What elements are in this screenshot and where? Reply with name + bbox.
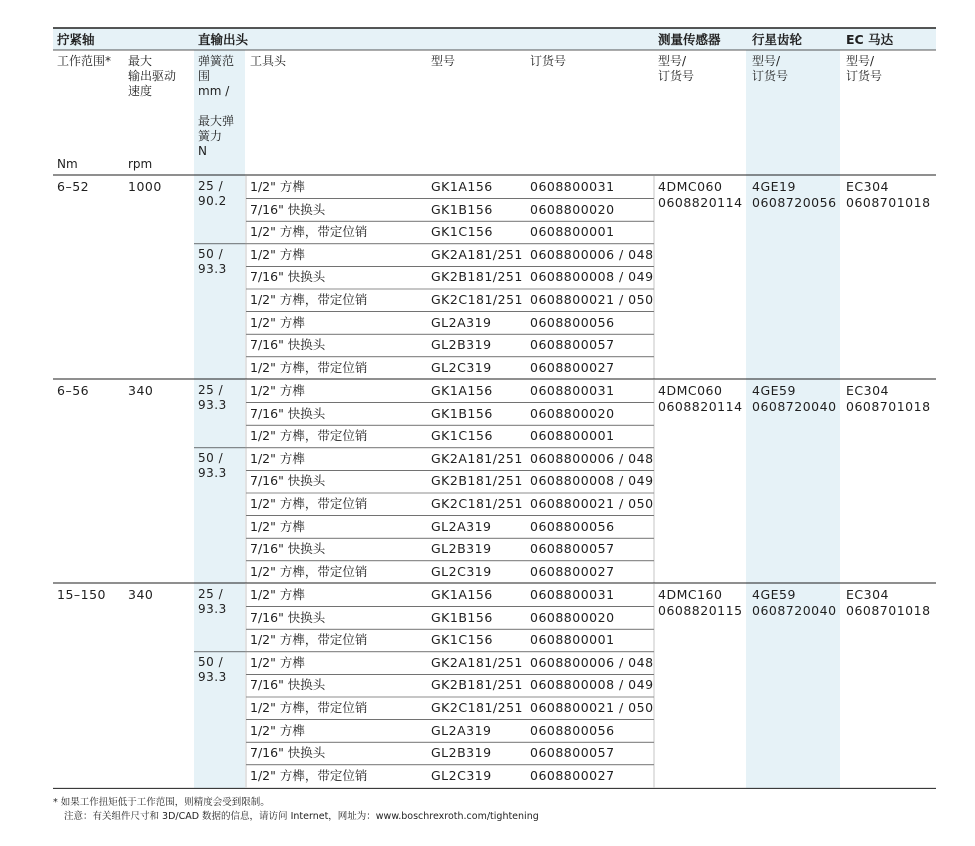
tool-head-cell: 1/2" 方榫，带定位销: [250, 428, 368, 444]
model-cell: GK1C156: [431, 632, 493, 648]
spring-value: 50 / 93.3: [198, 654, 227, 684]
tool-head-cell: 7/16" 快换头: [250, 405, 326, 421]
model-cell: GK2C181/251: [431, 292, 523, 307]
order-number-cell: 0608800031: [530, 587, 615, 602]
spring-value: 50 / 93.3: [198, 450, 227, 480]
subheader-spring: 弹簧范 围 mm / 最大弹 簧力 N: [198, 54, 235, 158]
order-number-cell: 0608800001: [530, 428, 615, 444]
model-cell: GL2A319: [431, 722, 492, 738]
tool-head-cell: 1/2" 方榫: [250, 383, 305, 398]
order-number-cell: 0608800020: [530, 201, 615, 217]
model-cell: GK1B156: [431, 405, 493, 421]
model-cell: GK2C181/251: [431, 700, 523, 715]
model-cell: GK2B181/251: [431, 269, 523, 285]
tool-head-cell: 1/2" 方榫: [250, 246, 305, 262]
tool-head-cell: 1/2" 方榫: [250, 179, 305, 194]
model-cell: GK1C156: [431, 428, 493, 444]
model-cell: GK2B181/251: [431, 677, 523, 693]
tool-head-cell: 7/16" 快换头: [250, 269, 326, 285]
range-value: 6–52: [57, 179, 90, 194]
gear-order-number: 0608720056: [752, 195, 837, 210]
tool-head-cell: 1/2" 方榫，带定位销: [250, 700, 368, 715]
spring-value: 50 / 93.3: [198, 246, 227, 276]
tint-column-1: [746, 50, 840, 788]
order-number-cell: 0608800027: [530, 359, 615, 375]
model-cell: GK1C156: [431, 224, 493, 240]
order-number-cell: 0608800057: [530, 745, 615, 761]
order-number-cell: 0608800027: [530, 767, 615, 783]
order-number-cell: 0608800008 / 049: [530, 269, 654, 285]
model-cell: GK1A156: [431, 179, 493, 194]
order-number-cell: 0608800056: [530, 722, 615, 738]
order-number-cell: 0608800021 / 050: [530, 496, 654, 511]
gear-model: 4GE59: [752, 587, 796, 602]
order-number-cell: 0608800001: [530, 632, 615, 648]
tool-head-cell: 7/16" 快换头: [250, 337, 326, 353]
gear-order-number: 0608720040: [752, 603, 837, 618]
model-cell: GK2A181/251: [431, 246, 523, 262]
model-cell: GK1A156: [431, 587, 493, 602]
speed-value: 1000: [128, 179, 162, 194]
model-cell: GL2C319: [431, 767, 492, 783]
order-number-cell: 0608800006 / 048: [530, 246, 654, 262]
tool-head-cell: 1/2" 方榫，带定位销: [250, 359, 368, 375]
sensor-order-number: 0608820114: [658, 195, 743, 210]
order-number-cell: 0608800020: [530, 405, 615, 421]
order-number-cell: 0608800020: [530, 609, 615, 625]
sensor-order-number: 0608820114: [658, 399, 743, 414]
sensor-model: 4DMC160: [658, 587, 723, 602]
model-cell: GL2C319: [431, 359, 492, 375]
model-cell: GL2C319: [431, 563, 492, 579]
tool-head-cell: 1/2" 方榫，带定位销: [250, 292, 368, 307]
motor-model: EC304: [846, 587, 889, 602]
header-gear: 行星齿轮: [752, 32, 803, 47]
order-number-cell: 0608800031: [530, 383, 615, 398]
model-cell: GL2B319: [431, 745, 492, 761]
subheader-order: 订货号: [530, 54, 567, 68]
header-direct-output: 直输出头: [198, 32, 249, 47]
tool-head-cell: 1/2" 方榫: [250, 314, 305, 330]
order-number-cell: 0608800008 / 049: [530, 677, 654, 693]
sensor-model: 4DMC060: [658, 383, 723, 398]
tool-head-cell: 7/16" 快换头: [250, 745, 326, 761]
subheader-speed-unit: rpm: [128, 157, 153, 171]
gear-order-number: 0608720040: [752, 399, 837, 414]
model-cell: GL2A319: [431, 314, 492, 330]
order-number-cell: 0608800001: [530, 224, 615, 240]
subheader-sensor: 型号/ 订货号: [658, 54, 695, 83]
tool-head-cell: 1/2" 方榫: [250, 654, 305, 670]
footnote-accuracy: * 如果工作扭矩低于工作范围，则精度会受到限制。: [53, 797, 270, 808]
tool-head-cell: 1/2" 方榫，带定位销: [250, 224, 368, 240]
model-cell: GK2A181/251: [431, 654, 523, 670]
order-number-cell: 0608800006 / 048: [530, 654, 654, 670]
tool-head-cell: 1/2" 方榫，带定位销: [250, 767, 368, 783]
spring-value: 25 / 90.2: [198, 179, 227, 208]
model-cell: GL2B319: [431, 541, 492, 557]
range-value: 6–56: [57, 383, 90, 398]
order-number-cell: 0608800031: [530, 179, 615, 194]
tool-head-cell: 1/2" 方榫，带定位销: [250, 563, 368, 579]
model-cell: GL2B319: [431, 337, 492, 353]
model-cell: GK2B181/251: [431, 473, 523, 489]
tool-head-cell: 1/2" 方榫: [250, 450, 305, 466]
model-cell: GK1A156: [431, 383, 493, 398]
motor-order-number: 0608701018: [846, 603, 931, 618]
model-cell: GK1B156: [431, 609, 493, 625]
order-number-cell: 0608800008 / 049: [530, 473, 654, 489]
speed-value: 340: [128, 587, 154, 602]
tool-head-cell: 1/2" 方榫，带定位销: [250, 496, 368, 511]
model-cell: GK2C181/251: [431, 496, 523, 511]
order-number-cell: 0608800057: [530, 337, 615, 353]
tool-head-cell: 7/16" 快换头: [250, 609, 326, 625]
subheader-speed: 最大 输出驱动 速度: [128, 54, 177, 98]
tool-head-cell: 1/2" 方榫: [250, 518, 305, 534]
model-cell: GK2A181/251: [431, 450, 523, 466]
subheader-range: 工作范围*: [57, 54, 112, 68]
footnote-cad-link: 注意：有关组件尺寸和 3D/CAD 数据的信息，请访问 Internet，网址为：www.boschrexroth.com/tightening: [64, 811, 539, 822]
tool-head-cell: 1/2" 方榫: [250, 587, 305, 602]
model-cell: GL2A319: [431, 518, 492, 534]
motor-model: EC304: [846, 179, 889, 194]
header-motor: EC 马达: [846, 32, 894, 47]
tool-head-cell: 1/2" 方榫，带定位销: [250, 632, 368, 648]
subheader-model: 型号: [431, 54, 456, 68]
order-number-cell: 0608800021 / 050: [530, 292, 654, 307]
tool-head-cell: 7/16" 快换头: [250, 201, 326, 217]
tool-head-cell: 7/16" 快换头: [250, 473, 326, 489]
speed-value: 340: [128, 383, 154, 398]
gear-model: 4GE19: [752, 179, 796, 194]
spring-value: 25 / 93.3: [198, 587, 227, 616]
order-number-cell: 0608800027: [530, 563, 615, 579]
motor-order-number: 0608701018: [846, 195, 931, 210]
order-number-cell: 0608800057: [530, 541, 615, 557]
tool-head-cell: 1/2" 方榫: [250, 722, 305, 738]
order-number-cell: 0608800021 / 050: [530, 700, 654, 715]
model-cell: GK1B156: [431, 201, 493, 217]
motor-order-number: 0608701018: [846, 399, 931, 414]
tool-head-cell: 7/16" 快换头: [250, 677, 326, 693]
header-sensor: 测量传感器: [658, 32, 721, 47]
motor-model: EC304: [846, 383, 889, 398]
subheader-tool: 工具头: [250, 54, 287, 68]
order-number-cell: 0608800006 / 048: [530, 450, 654, 466]
order-number-cell: 0608800056: [530, 314, 615, 330]
range-value: 15–150: [57, 587, 107, 602]
tool-head-cell: 7/16" 快换头: [250, 541, 326, 557]
header-tightening: 拧紧轴: [57, 32, 95, 47]
subheader-motor: 型号/ 订货号: [846, 54, 883, 83]
header-band: [53, 28, 936, 50]
spring-value: 25 / 93.3: [198, 383, 227, 412]
gear-model: 4GE59: [752, 383, 796, 398]
subheader-range-unit: Nm: [57, 157, 78, 171]
subheader-gear: 型号/ 订货号: [752, 54, 789, 83]
sensor-order-number: 0608820115: [658, 603, 743, 618]
order-number-cell: 0608800056: [530, 518, 615, 534]
sensor-model: 4DMC060: [658, 179, 723, 194]
